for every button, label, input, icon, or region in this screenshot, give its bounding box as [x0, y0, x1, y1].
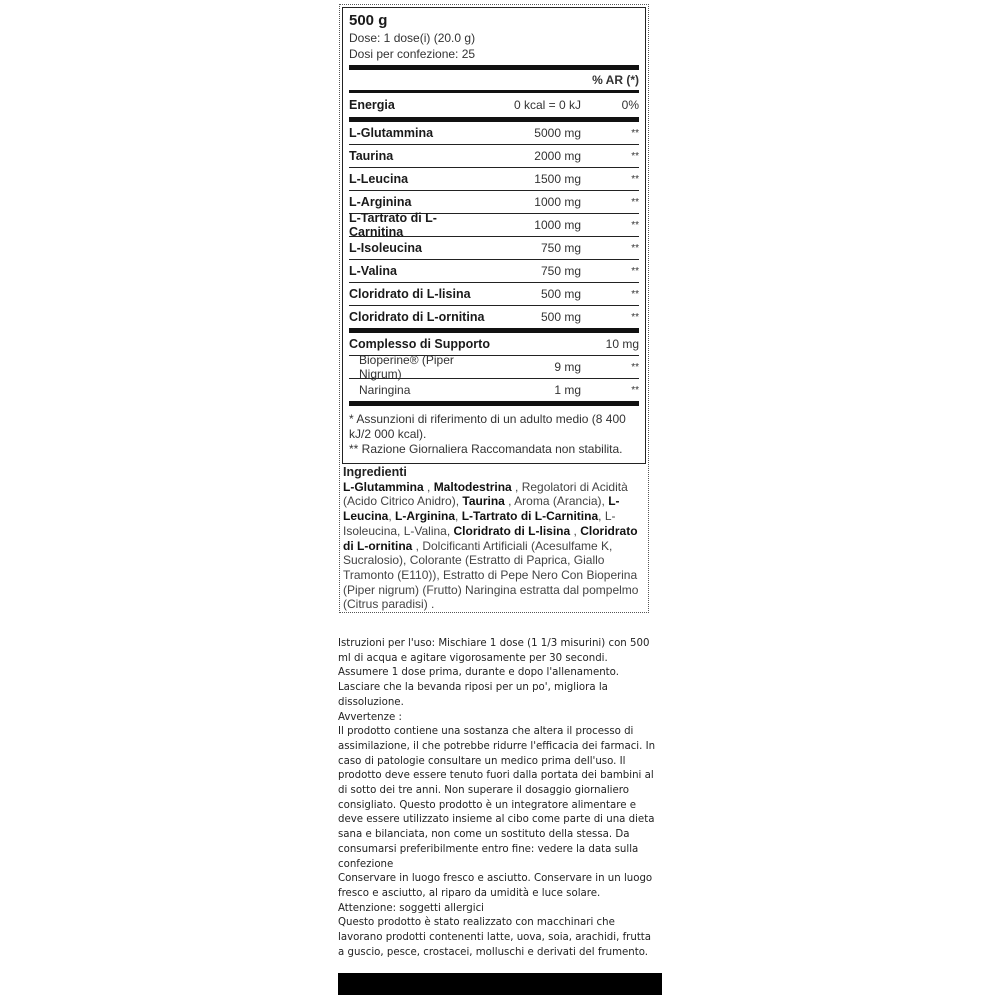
energy-row: [349, 93, 639, 117]
complex-label: Complesso di Supporto: [349, 337, 490, 351]
complex-subrow: [349, 353, 639, 381]
nutrient-pct: **: [631, 311, 639, 323]
nutrient-amount: 5000 mg: [534, 126, 581, 140]
ar-header: % AR (*): [592, 73, 639, 87]
complex-subrow: [349, 379, 639, 401]
ingredient-highlight: L-Glutammina: [343, 479, 424, 494]
nutrient-amount: 1500 mg: [534, 172, 581, 186]
nutrient-rows: [349, 122, 639, 328]
nutrient-row: [349, 122, 639, 144]
nutrient-amount: 1000 mg: [534, 195, 581, 209]
nutrient-pct: **: [631, 150, 639, 162]
complex-subrows: [349, 353, 639, 401]
doses-per-pack: Dosi per confezione: 25: [349, 47, 476, 61]
ingredient-highlight: L-Arginina: [395, 509, 456, 524]
ingredient-text: ,: [388, 509, 396, 524]
nutrition-facts-table: [342, 7, 646, 464]
ingredients-header: Ingredienti: [343, 465, 407, 479]
ingredient-text: , Dolcificanti Artificiali (Acesulfame K, Sucralosio), Colorante (Estratto di Paprica, Giallo Tramonto (E110)), Estratto di Pepe Nero Con Bioperina (Piper nigrum) (Frutto) Naringina estratta dal pompelmo (Citrus paradisi) .: [343, 538, 639, 612]
ingredient-highlight: Cloridrato di L-ornitina: [343, 523, 638, 553]
ingredient-text: ,: [570, 523, 581, 538]
footnote-reference-intake: * Assunzioni di riferimento di un adulto medio (8 400 kJ/2 000 kcal).: [349, 412, 626, 441]
nutrient-amount: 2000 mg: [534, 149, 581, 163]
package-weight: 500 g: [349, 12, 388, 29]
ingredient-text: , Aroma (Arancia),: [504, 494, 609, 509]
nutrient-pct: **: [631, 265, 639, 277]
complex-amount: 10 mg: [605, 337, 639, 351]
nutrient-pct: **: [631, 288, 639, 300]
subrow-name: Naringina: [359, 383, 411, 397]
ingredient-highlight: Cloridrato di L-lisina: [453, 523, 571, 538]
subrow-pct: **: [631, 384, 639, 396]
subrow-pct: **: [631, 361, 639, 373]
nutrient-pct: **: [631, 242, 639, 254]
nutrient-row: [349, 260, 639, 282]
nutrient-amount: 500 mg: [540, 287, 581, 301]
ingredient-highlight: L-Tartrato di L-Carnitina: [461, 509, 599, 524]
nutrient-pct: **: [631, 196, 639, 208]
nutrient-row: [349, 306, 639, 328]
usage-instructions: Istruzioni per l'uso: Mischiare 1 dose (1 1/3 misurini) con 500 ml di acqua e agitare vigorosamente per 30 secondi. Assumere 1 dose prima, durante e dopo l'allenamento. Lasciare che la bevanda riposi per un po', migliora la dissoluzione. Avvertenze : Il prodotto contiene una sostanza che altera il processo di assimilazione, il che potrebbe ridurre l'efficacia dei farmaci. In caso di patologie consultare un medico prima dell'uso. Il prodotto deve essere tenuto fuori dalla portata dei bambini al di sotto dei tre anni. Non superare il dosaggio giornaliero consigliato. Questo prodotto è un integratore alimentare e deve essere utilizzato insieme al cibo come parte di una dieta sana e bilanciata, non come un sostituto della stessa. Da consumarsi preferibilmente entro fine: vedere la data sulla confezione Conservare in luogo fresco e asciutto. Conservare in un luogo fresco e asciutto, al riparo da umidità e luce solare. Attenzione: soggetti allergici Questo prodotto è stato realizzato con macchinari che lavorano prodotti contenenti latte, uova, soia, arachidi, frutta a guscio, pesce, crostacei, molluschi e derivati del frumento.: [338, 638, 656, 958]
footnotes: [349, 406, 639, 463]
nutrient-pct: **: [631, 219, 639, 231]
nutrient-pct: **: [631, 173, 639, 185]
subrow-amount: 1 mg: [554, 383, 581, 397]
ingredients-text: [343, 480, 643, 612]
nutrient-row: [349, 237, 639, 259]
ingredient-text: , L-Isoleucina, L-Valina,: [343, 509, 616, 538]
nutrient-amount: 750 mg: [540, 241, 581, 255]
nutrient-name: Cloridrato di L-ornitina: [349, 310, 485, 324]
nutrient-name: L-Glutammina: [349, 126, 434, 140]
nutrient-name: L-Tartrato di L-Carnitina: [349, 211, 437, 239]
energy-amount: 0 kcal = 0 kJ: [513, 98, 581, 112]
nutrient-row: [349, 283, 639, 305]
nutrient-name: Cloridrato di L-lisina: [349, 287, 471, 301]
nutrient-pct: **: [631, 127, 639, 139]
nutrient-name: Taurina: [349, 149, 394, 163]
ingredient-highlight: Taurina: [462, 494, 505, 509]
ingredient-highlight: L-Leucina: [343, 494, 620, 524]
nutrient-name: L-Leucina: [349, 172, 409, 186]
ingredients-section: [343, 465, 643, 612]
nutrient-amount: 750 mg: [540, 264, 581, 278]
nutrient-name: L-Isoleucina: [349, 241, 422, 255]
subrow-amount: 9 mg: [554, 360, 581, 374]
nutrient-amount: 1000 mg: [534, 218, 581, 232]
footnote-rda: ** Razione Giornaliera Raccomandata non stabilita.: [349, 442, 623, 456]
nutrient-name: L-Arginina: [349, 195, 412, 209]
ingredient-text: ,: [423, 479, 434, 494]
nutrient-row: [349, 168, 639, 190]
nutrient-row: [349, 211, 639, 239]
energy-label: Energia: [349, 98, 395, 112]
dose-info: Dose: 1 dose(i) (20.0 g): [349, 31, 476, 45]
energy-pct: 0%: [621, 98, 639, 112]
nutrient-row: [349, 191, 639, 213]
ingredient-text: ,: [455, 509, 462, 524]
ingredient-text: , Regolatori di Acidità (Acido Citrico Anidro),: [343, 479, 628, 509]
complex-row: [349, 333, 639, 355]
nutrition-panel: [339, 4, 649, 613]
nutrient-row: [349, 145, 639, 167]
footer-bar: [338, 973, 662, 995]
nutrient-name: L-Valina: [349, 264, 397, 278]
subrow-name: Bioperine® (Piper Nigrum): [359, 353, 454, 381]
ingredient-highlight: Maltodestrina: [433, 479, 512, 494]
nutrient-amount: 500 mg: [540, 310, 581, 324]
